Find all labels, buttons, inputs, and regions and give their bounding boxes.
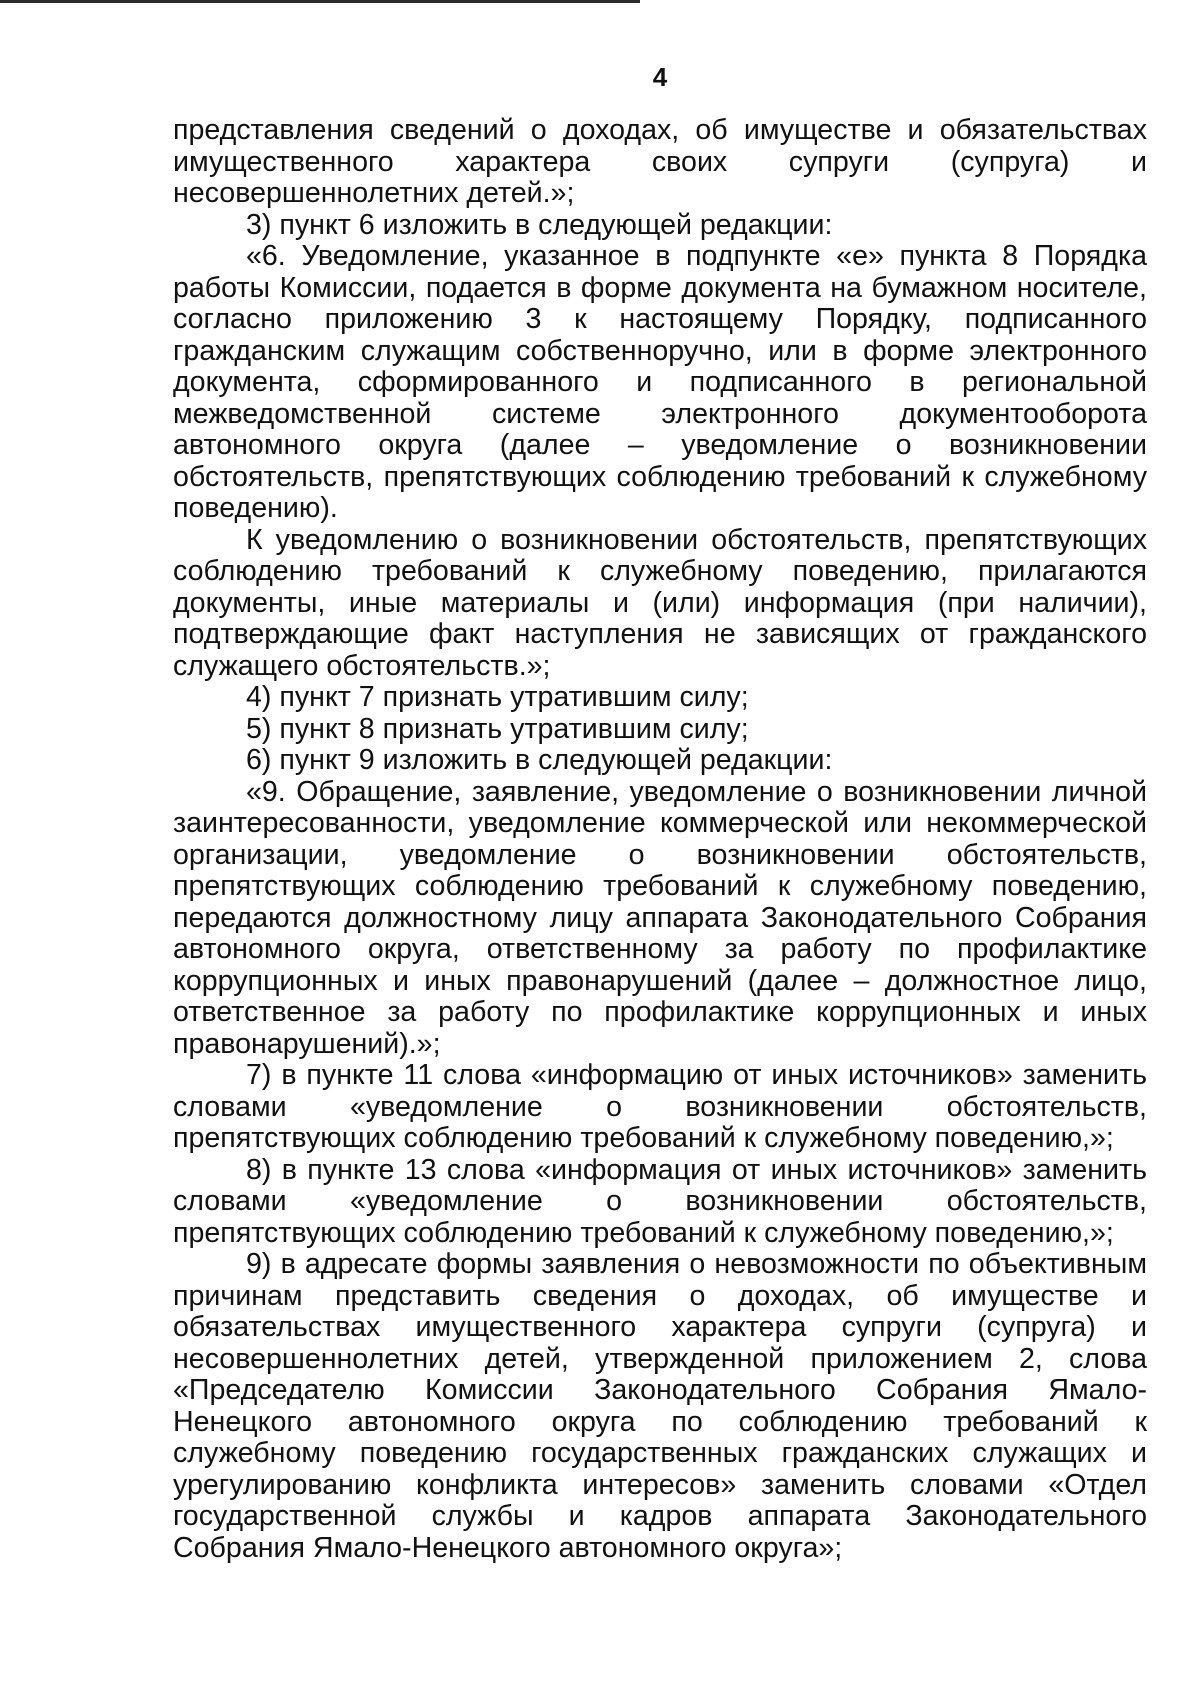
paragraph-item-3: 3) пункт 6 изложить в следующей редакции:: [246, 208, 833, 241]
paragraph-clause-9: «9. Обращение, заявление, уведомление о возникновении личной заинтересованности, уведомление коммерческой или некоммерческой организации, уведомление о возникновении обстоятельств, препятствующих соблюдению требований к служебному поведению, передаются должностному лицу аппарата Законодательного Собрания автономного округа, ответственному за работу по профилактике коррупционных и иных правонарушений (далее – должностное лицо, ответственное за работу по профилактике коррупционных и иных правонарушений).»;: [173, 775, 1147, 1060]
paragraph-clause-6-attachments: К уведомлению о возникновении обстоятельств, препятствующих соблюдению требований к служебному поведению, прилагаются документы, иные материалы и (или) информация (при наличии), подтверждающие факт наступления не зависящих от гражданского служащего обстоятельств.»;: [173, 523, 1147, 682]
paragraph-item-5: 5) пункт 8 признать утратившим силу;: [246, 712, 749, 745]
paragraph-item-7: 7) в пункте 11 слова «информацию от иных источников» заменить словами «уведомление о возникновении обстоятельств, препятствующих соблюдению требований к служебному поведению,»;: [173, 1059, 1147, 1154]
page-number: 4: [652, 62, 668, 92]
paragraph-item-8: 8) в пункте 13 слова «информация от иных источников» заменить словами «уведомление о возникновении обстоятельств, препятствующих соблюдению требований к служебному поведению,»;: [173, 1153, 1147, 1249]
scan-top-rule: [0, 0, 640, 3]
document-body: [173, 115, 1147, 1564]
paragraph-clause-6: «6. Уведомление, указанное в подпункте «е» пункта 8 Порядка работы Комиссии, подается в форме документа на бумажном носителе, согласно приложению 3 к настоящему Порядку, подписанного гражданским служащим собственноручно, или в форме электронного документа, сформированного и подписанного в региональной межведомственной системе электронного документооборота автономного округа (далее – уведомление о возникновении обстоятельств, препятствующих соблюдению требований к служебному поведению).: [173, 240, 1147, 524]
paragraph-continuation: представления сведений о доходах, об имуществе и обязательствах имущественного характера своих супруги (супруга) и несовершеннолетних детей.»;: [173, 114, 1147, 209]
paragraph-item-4: 4) пункт 7 признать утратившим силу;: [246, 681, 749, 713]
paragraph-item-6: 6) пункт 9 изложить в следующей редакции:: [246, 744, 833, 776]
paragraph-item-9: 9) в адресате формы заявления о невозможности по объективным причинам представить сведения о доходах, об имуществе и обязательствах имущественного характера супруги (супруга) и несовершеннолетних детей, утвержденной приложением 2, слова «Председателю Комиссии Законодательного Собрания Ямало-Ненецкого автономного округа по соблюдению требований к служебному поведению государственных гражданских служащих и урегулированию конфликта интересов» заменить словами «Отдел государственной службы и кадров аппарата Законодательного Собрания Ямало-Ненецкого автономного округа»;: [173, 1248, 1147, 1564]
